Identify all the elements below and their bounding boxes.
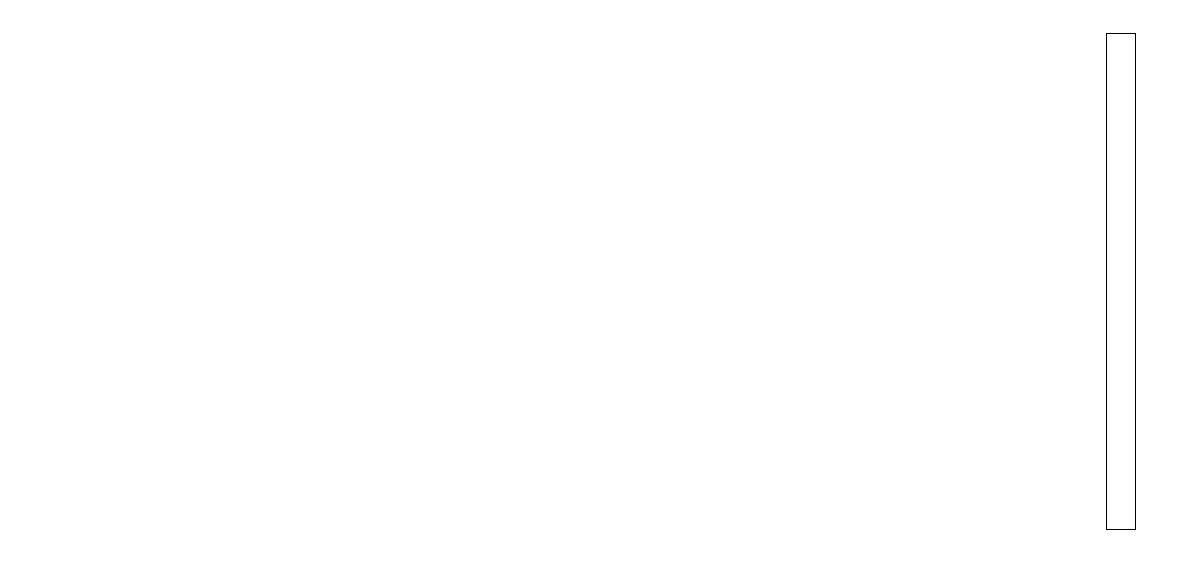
colorbar: [1106, 33, 1136, 530]
